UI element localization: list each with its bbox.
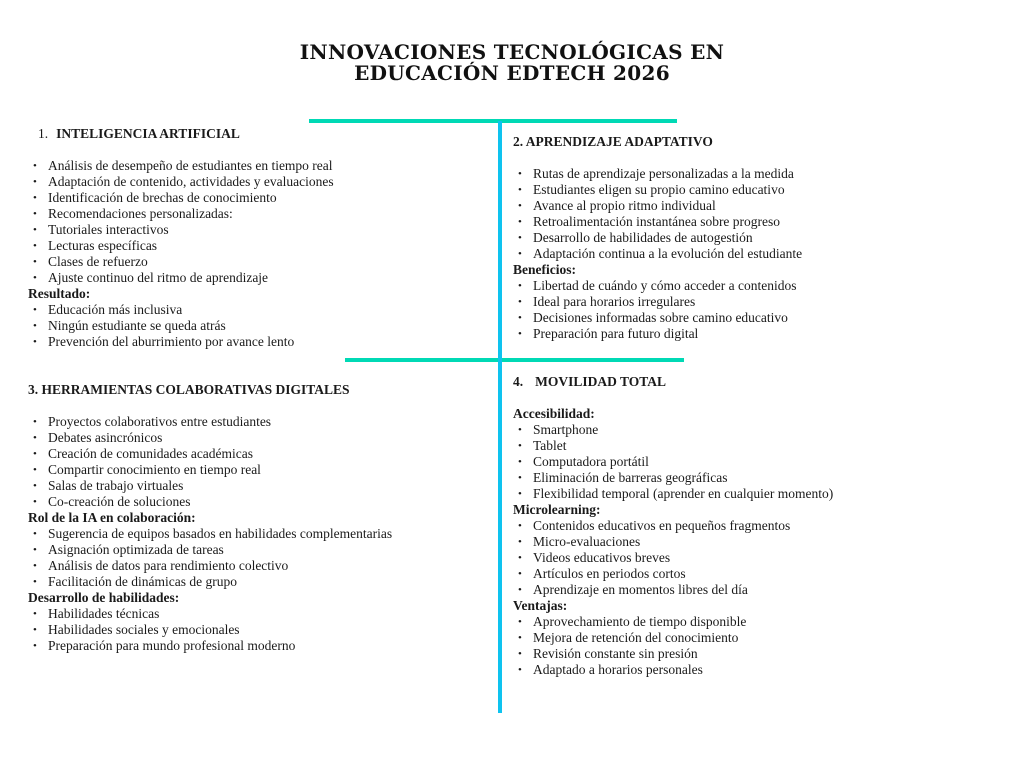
list-item: • Ningún estudiante se queda atrás — [28, 318, 334, 334]
list-item: • Análisis de datos para rendimiento colectivo — [28, 558, 392, 574]
section-movilidad-total — [513, 374, 833, 678]
list-item: • Preparación para mundo profesional moderno — [28, 638, 392, 654]
list-item: • Sugerencia de equipos basados en habilidades complementarias — [28, 526, 392, 542]
list-item: • Flexibilidad temporal (aprender en cualquier momento) — [513, 486, 833, 502]
bullet-list — [513, 166, 802, 262]
document-title — [0, 42, 1024, 84]
list-item: • Co-creación de soluciones — [28, 494, 392, 510]
list-item: • Revisión constante sin presión — [513, 646, 833, 662]
list-item: • Facilitación de dinámicas de grupo — [28, 574, 392, 590]
list-item: • Avance al propio ritmo individual — [513, 198, 802, 214]
title-line-2: EDUCACIÓN EDTECH 2026 — [354, 61, 670, 85]
list-item: • Retroalimentación instantánea sobre progreso — [513, 214, 802, 230]
bullet-list — [28, 526, 392, 590]
section-title: MOVILIDAD TOTAL — [535, 374, 667, 389]
list-item: • Recomendaciones personalizadas: — [28, 206, 334, 222]
bullet-list — [513, 422, 833, 502]
list-item: • Tutoriales interactivos — [28, 222, 334, 238]
vertical-divider-line — [498, 121, 502, 713]
title-line-1: INNOVACIONES TECNOLÓGICAS EN — [299, 40, 725, 64]
bullet-list — [513, 278, 802, 342]
list-item: • Contenidos educativos en pequeños fragmentos — [513, 518, 833, 534]
section-number: 1. — [38, 126, 49, 141]
list-item: • Estudiantes eligen su propio camino educativo — [513, 182, 802, 198]
subheading-ventajas: Ventajas: — [513, 598, 568, 613]
bullet-list — [513, 614, 833, 678]
bullet-list — [28, 606, 392, 654]
list-item: • Mejora de retención del conocimiento — [513, 630, 833, 646]
list-item: • Aprovechamiento de tiempo disponible — [513, 614, 833, 630]
bullet-list — [28, 414, 392, 510]
subheading-desarrollo-habilidades: Desarrollo de habilidades: — [28, 590, 180, 605]
bullet-list — [28, 302, 334, 350]
list-item: • Decisiones informadas sobre camino educativo — [513, 310, 802, 326]
list-item: • Creación de comunidades académicas — [28, 446, 392, 462]
subheading-resultado: Resultado: — [28, 286, 91, 301]
list-item: • Ideal para horarios irregulares — [513, 294, 802, 310]
list-item: • Prevención del aburrimiento por avance lento — [28, 334, 334, 350]
section-aprendizaje-adaptativo — [513, 134, 802, 342]
subheading-rol-ia: Rol de la IA en colaboración: — [28, 510, 196, 525]
list-item: • Videos educativos breves — [513, 550, 833, 566]
bullet-list — [513, 518, 833, 598]
list-item: • Aprendizaje en momentos libres del día — [513, 582, 833, 598]
list-item: • Salas de trabajo virtuales — [28, 478, 392, 494]
section-title: INTELIGENCIA ARTIFICIAL — [56, 126, 240, 141]
list-item: • Asignación optimizada de tareas — [28, 542, 392, 558]
section-heading — [513, 374, 833, 390]
subheading-microlearning: Microlearning: — [513, 502, 601, 517]
list-item: • Eliminación de barreras geográficas — [513, 470, 833, 486]
list-item: • Micro-evaluaciones — [513, 534, 833, 550]
list-item: • Análisis de desempeño de estudiantes en tiempo real — [28, 158, 334, 174]
list-item: • Compartir conocimiento en tiempo real — [28, 462, 392, 478]
list-item: • Adaptación continua a la evolución del estudiante — [513, 246, 802, 262]
section-herramientas-colaborativas — [28, 382, 392, 654]
section-heading — [28, 126, 334, 142]
section-inteligencia-artificial — [28, 126, 334, 350]
list-item: • Proyectos colaborativos entre estudiantes — [28, 414, 392, 430]
subheading-accesibilidad: Accesibilidad: — [513, 406, 595, 421]
list-item: • Clases de refuerzo — [28, 254, 334, 270]
bullet-list — [28, 158, 334, 286]
list-item: • Adaptado a horarios personales — [513, 662, 833, 678]
list-item: • Computadora portátil — [513, 454, 833, 470]
list-item: • Tablet — [513, 438, 833, 454]
list-item: • Debates asincrónicos — [28, 430, 392, 446]
list-item: • Habilidades técnicas — [28, 606, 392, 622]
list-item: • Rutas de aprendizaje personalizadas a la medida — [513, 166, 802, 182]
list-item: • Habilidades sociales y emocionales — [28, 622, 392, 638]
list-item: • Identificación de brechas de conocimiento — [28, 190, 334, 206]
list-item: • Educación más inclusiva — [28, 302, 334, 318]
list-item: • Artículos en periodos cortos — [513, 566, 833, 582]
list-item: • Ajuste continuo del ritmo de aprendizaje — [28, 270, 334, 286]
subheading-beneficios: Beneficios: — [513, 262, 576, 277]
list-item: • Preparación para futuro digital — [513, 326, 802, 342]
middle-divider-line — [345, 358, 684, 362]
list-item: • Lecturas específicas — [28, 238, 334, 254]
section-heading: 3. HERRAMIENTAS COLABORATIVAS DIGITALES — [28, 382, 350, 397]
section-number: 4. — [513, 374, 524, 389]
list-item: • Libertad de cuándo y cómo acceder a contenidos — [513, 278, 802, 294]
section-heading: 2. APRENDIZAJE ADAPTATIVO — [513, 134, 713, 149]
list-item: • Desarrollo de habilidades de autogestión — [513, 230, 802, 246]
top-divider-line — [309, 119, 677, 123]
list-item: • Adaptación de contenido, actividades y evaluaciones — [28, 174, 334, 190]
list-item: • Smartphone — [513, 422, 833, 438]
